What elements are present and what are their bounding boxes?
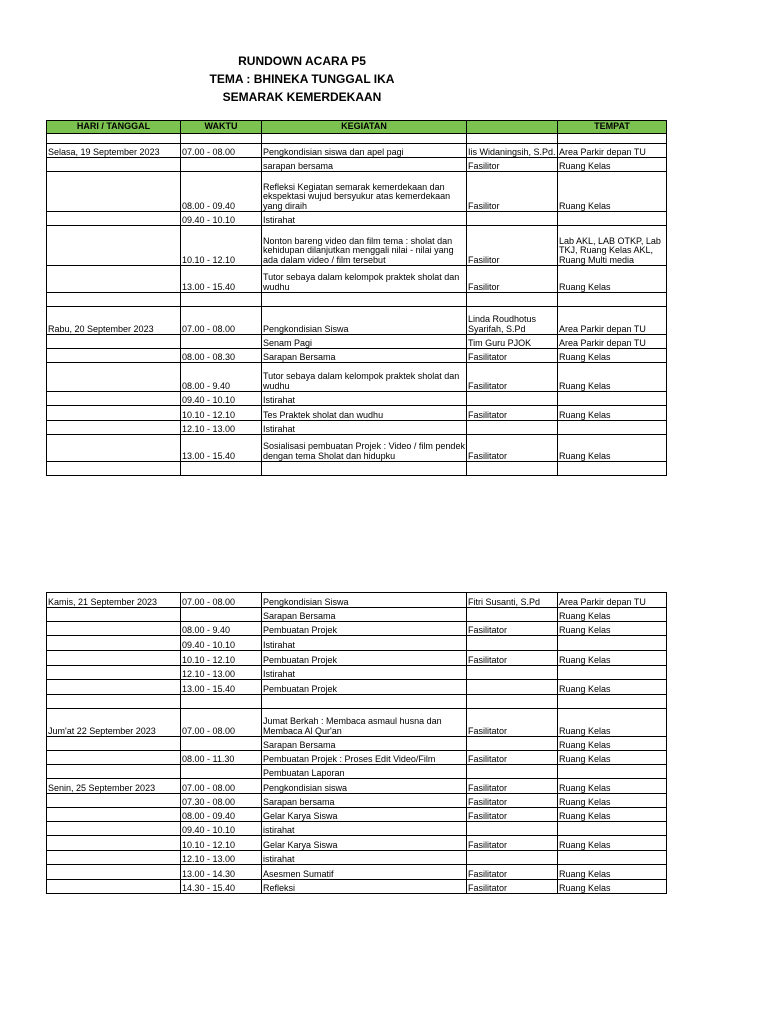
cell-penanggung-jawab <box>467 462 558 476</box>
cell-kegiatan <box>262 134 467 144</box>
cell-hari-tanggal <box>47 435 181 462</box>
header-hari-tanggal: HARI / TANGGAL <box>47 121 181 134</box>
table-row <box>47 349 667 363</box>
cell-tempat <box>558 765 667 779</box>
cell-tempat <box>558 462 667 476</box>
table-row <box>47 212 667 226</box>
cell-penanggung-jawab: Fasilitator <box>467 709 558 737</box>
cell-kegiatan: Pembuatan Projek : Proses Edit Video/Film <box>262 751 467 765</box>
cell-waktu <box>181 134 262 144</box>
cell-penanggung-jawab <box>467 421 558 435</box>
table-row <box>47 680 667 695</box>
cell-penanggung-jawab: Fitri Susanti, S.Pd <box>467 593 558 608</box>
title-line-2: TEMA : BHINEKA TUNGGAL IKA <box>209 72 395 86</box>
header-kegiatan: KEGIATAN <box>262 121 467 134</box>
cell-kegiatan: Pengkondisian siswa <box>262 779 467 794</box>
cell-kegiatan: Sarapan Bersama <box>262 737 467 751</box>
cell-hari-tanggal: Kamis, 21 September 2023 <box>47 593 181 608</box>
cell-tempat: Ruang Kelas <box>558 158 667 172</box>
cell-kegiatan: Pengkondisian siswa dan apel pagi <box>262 144 467 158</box>
schedule-table-1 <box>46 120 667 476</box>
cell-hari-tanggal <box>47 651 181 666</box>
cell-waktu: 07.00 - 08.00 <box>181 593 262 608</box>
cell-kegiatan: Sosialisasi pembuatan Projek : Video / film pendek dengan tema Sholat dan hidupku <box>262 435 467 462</box>
cell-hari-tanggal <box>47 622 181 636</box>
table-row <box>47 392 667 406</box>
table-row <box>47 636 667 651</box>
table-row <box>47 880 667 894</box>
cell-waktu: 08.00 - 08.30 <box>181 349 262 363</box>
table-row <box>47 808 667 822</box>
cell-hari-tanggal <box>47 392 181 406</box>
cell-penanggung-jawab: Fasilitator <box>467 651 558 666</box>
cell-waktu: 12.10 - 13.00 <box>181 666 262 680</box>
cell-hari-tanggal <box>47 695 181 709</box>
cell-hari-tanggal <box>47 363 181 392</box>
cell-tempat: Ruang Kelas <box>558 172 667 212</box>
cell-tempat <box>558 666 667 680</box>
table-row <box>47 226 667 266</box>
schedule-table-2 <box>46 592 667 894</box>
cell-kegiatan: Refleksi Kegiatan semarak kemerdekaan dan ekspektasi wujud bersyukur atas kemerdekaan yang diraih <box>262 172 467 212</box>
cell-tempat <box>558 392 667 406</box>
cell-kegiatan: Tes Praktek sholat dan wudhu <box>262 406 467 421</box>
table-row <box>47 363 667 392</box>
cell-kegiatan: Sarapan bersama <box>262 794 467 808</box>
cell-hari-tanggal: Selasa, 19 September 2023 <box>47 144 181 158</box>
cell-kegiatan: Istirahat <box>262 666 467 680</box>
cell-kegiatan: Gelar Karya Siswa <box>262 836 467 851</box>
cell-penanggung-jawab: Fasilitor <box>467 266 558 293</box>
cell-waktu <box>181 335 262 349</box>
cell-tempat: Ruang Kelas <box>558 709 667 737</box>
cell-waktu: 10.10 - 12.10 <box>181 651 262 666</box>
cell-hari-tanggal: Rabu, 20 September 2023 <box>47 307 181 335</box>
cell-waktu: 13.00 - 14.30 <box>181 865 262 880</box>
cell-hari-tanggal <box>47 865 181 880</box>
table-row <box>47 421 667 435</box>
cell-hari-tanggal <box>47 737 181 751</box>
cell-waktu <box>181 737 262 751</box>
cell-tempat: Ruang Kelas <box>558 779 667 794</box>
cell-hari-tanggal <box>47 680 181 695</box>
cell-hari-tanggal <box>47 666 181 680</box>
cell-kegiatan: Asesmen Sumatif <box>262 865 467 880</box>
table-row <box>47 695 667 709</box>
cell-waktu: 07.00 - 08.00 <box>181 709 262 737</box>
cell-kegiatan: Pembuatan Projek <box>262 622 467 636</box>
cell-hari-tanggal <box>47 421 181 435</box>
cell-tempat: Ruang Kelas <box>558 680 667 695</box>
cell-tempat: Ruang Kelas <box>558 651 667 666</box>
title-line-1: RUNDOWN ACARA P5 <box>238 54 366 68</box>
cell-waktu: 13.00 - 15.40 <box>181 680 262 695</box>
cell-hari-tanggal: Jum'at 22 September 2023 <box>47 709 181 737</box>
cell-hari-tanggal <box>47 880 181 894</box>
cell-penanggung-jawab <box>467 293 558 307</box>
cell-waktu: 07.00 - 08.00 <box>181 307 262 335</box>
cell-tempat: Ruang Kelas <box>558 751 667 765</box>
cell-tempat: Area Parkir depan TU <box>558 593 667 608</box>
cell-tempat: Ruang Kelas <box>558 865 667 880</box>
cell-waktu: 07.00 - 08.00 <box>181 144 262 158</box>
cell-kegiatan: sarapan bersama <box>262 158 467 172</box>
cell-penanggung-jawab: Fasilitor <box>467 172 558 212</box>
cell-hari-tanggal <box>47 293 181 307</box>
table-row <box>47 851 667 865</box>
table-row <box>47 307 667 335</box>
cell-hari-tanggal <box>47 226 181 266</box>
cell-tempat <box>558 134 667 144</box>
cell-kegiatan: Gelar Karya Siswa <box>262 808 467 822</box>
cell-penanggung-jawab <box>467 666 558 680</box>
cell-hari-tanggal <box>47 851 181 865</box>
cell-tempat <box>558 293 667 307</box>
cell-penanggung-jawab: Fasilitator <box>467 808 558 822</box>
cell-hari-tanggal <box>47 765 181 779</box>
table-row <box>47 593 667 608</box>
cell-tempat: Area Parkir depan TU <box>558 144 667 158</box>
cell-penanggung-jawab: Fasilitator <box>467 880 558 894</box>
document-title <box>46 52 558 106</box>
table-row <box>47 406 667 421</box>
cell-penanggung-jawab <box>467 851 558 865</box>
cell-waktu: 09.40 - 10.10 <box>181 636 262 651</box>
cell-tempat: Area Parkir depan TU <box>558 335 667 349</box>
cell-hari-tanggal <box>47 822 181 836</box>
cell-kegiatan <box>262 293 467 307</box>
cell-tempat <box>558 822 667 836</box>
table-row <box>47 865 667 880</box>
cell-waktu <box>181 462 262 476</box>
cell-hari-tanggal <box>47 836 181 851</box>
cell-penanggung-jawab: Fasilitator <box>467 865 558 880</box>
cell-kegiatan <box>262 695 467 709</box>
cell-penanggung-jawab: Fasilitator <box>467 435 558 462</box>
cell-waktu <box>181 765 262 779</box>
cell-tempat: Ruang Kelas <box>558 622 667 636</box>
cell-penanggung-jawab: Fasilitator <box>467 779 558 794</box>
cell-hari-tanggal <box>47 608 181 622</box>
table-row <box>47 435 667 462</box>
cell-penanggung-jawab <box>467 212 558 226</box>
cell-penanggung-jawab: Fasilitator <box>467 406 558 421</box>
cell-tempat: Ruang Kelas <box>558 349 667 363</box>
cell-penanggung-jawab: Fasilitator <box>467 794 558 808</box>
table-row <box>47 651 667 666</box>
cell-penanggung-jawab <box>467 680 558 695</box>
cell-penanggung-jawab: Fasilitator <box>467 751 558 765</box>
cell-penanggung-jawab: Fasilitator <box>467 622 558 636</box>
table-row <box>47 293 667 307</box>
cell-penanggung-jawab <box>467 608 558 622</box>
cell-penanggung-jawab: Linda Roudhotus Syarifah, S.Pd <box>467 307 558 335</box>
table-row <box>47 822 667 836</box>
cell-hari-tanggal <box>47 462 181 476</box>
cell-tempat: Ruang Kelas <box>558 435 667 462</box>
cell-penanggung-jawab <box>467 134 558 144</box>
cell-hari-tanggal <box>47 134 181 144</box>
table-row <box>47 608 667 622</box>
cell-hari-tanggal <box>47 158 181 172</box>
cell-penanggung-jawab: Iis Widaningsih, S.Pd. <box>467 144 558 158</box>
cell-kegiatan: istirahat <box>262 822 467 836</box>
cell-waktu: 12.10 - 13.00 <box>181 421 262 435</box>
cell-kegiatan: Pembuatan Projek <box>262 651 467 666</box>
table-row <box>47 172 667 212</box>
cell-waktu: 09.40 - 10.10 <box>181 822 262 836</box>
cell-tempat <box>558 851 667 865</box>
cell-waktu: 08.00 - 11.30 <box>181 751 262 765</box>
cell-kegiatan: Pembuatan Laporan <box>262 765 467 779</box>
cell-hari-tanggal <box>47 751 181 765</box>
cell-kegiatan: Nonton bareng video dan film tema : sholat dan kehidupan dilanjutkan menggali nilai - nilai yang ada dalam video / film tersebut <box>262 226 467 266</box>
cell-waktu: 09.40 - 10.10 <box>181 212 262 226</box>
cell-waktu: 13.00 - 15.40 <box>181 435 262 462</box>
cell-hari-tanggal <box>47 349 181 363</box>
cell-penanggung-jawab: Tim Guru PJOK <box>467 335 558 349</box>
cell-tempat: Ruang Kelas <box>558 363 667 392</box>
cell-waktu <box>181 695 262 709</box>
cell-tempat: Ruang Kelas <box>558 836 667 851</box>
cell-kegiatan: Istirahat <box>262 212 467 226</box>
cell-penanggung-jawab: Fasilitor <box>467 226 558 266</box>
table-row <box>47 737 667 751</box>
cell-hari-tanggal <box>47 172 181 212</box>
cell-waktu <box>181 293 262 307</box>
cell-waktu: 12.10 - 13.00 <box>181 851 262 865</box>
cell-penanggung-jawab <box>467 695 558 709</box>
cell-waktu: 10.10 - 12.10 <box>181 406 262 421</box>
cell-waktu: 14.30 - 15.40 <box>181 880 262 894</box>
cell-tempat <box>558 695 667 709</box>
header-penanggung-jawab <box>467 121 558 134</box>
cell-kegiatan: Tutor sebaya dalam kelompok praktek sholat dan wudhu <box>262 363 467 392</box>
cell-waktu <box>181 608 262 622</box>
cell-kegiatan: Refleksi <box>262 880 467 894</box>
cell-penanggung-jawab <box>467 636 558 651</box>
cell-penanggung-jawab <box>467 765 558 779</box>
cell-penanggung-jawab <box>467 822 558 836</box>
cell-tempat: Ruang Kelas <box>558 808 667 822</box>
table-row <box>47 144 667 158</box>
cell-kegiatan: Istirahat <box>262 636 467 651</box>
cell-hari-tanggal <box>47 266 181 293</box>
cell-tempat: Ruang Kelas <box>558 406 667 421</box>
cell-kegiatan: Jumat Berkah : Membaca asmaul husna dan Membaca Al Qur'an <box>262 709 467 737</box>
cell-hari-tanggal <box>47 808 181 822</box>
cell-waktu: 08.00 - 09.40 <box>181 808 262 822</box>
cell-waktu: 08.00 - 9.40 <box>181 363 262 392</box>
cell-kegiatan: Pengkondisian Siswa <box>262 307 467 335</box>
cell-hari-tanggal <box>47 636 181 651</box>
table-row <box>47 779 667 794</box>
cell-waktu: 13.00 - 15.40 <box>181 266 262 293</box>
cell-penanggung-jawab: Fasilitator <box>467 349 558 363</box>
cell-waktu: 09.40 - 10.10 <box>181 392 262 406</box>
cell-waktu <box>181 158 262 172</box>
cell-waktu: 10.10 - 12.10 <box>181 226 262 266</box>
table-row <box>47 266 667 293</box>
cell-waktu: 07.00 - 08.00 <box>181 779 262 794</box>
table-row <box>47 666 667 680</box>
cell-tempat: Ruang Kelas <box>558 266 667 293</box>
cell-hari-tanggal <box>47 212 181 226</box>
cell-kegiatan <box>262 462 467 476</box>
cell-kegiatan: Tutor sebaya dalam kelompok praktek sholat dan wudhu <box>262 266 467 293</box>
table-header-row <box>47 121 667 134</box>
cell-hari-tanggal <box>47 406 181 421</box>
cell-tempat: Lab AKL, LAB OTKP, Lab TKJ, Ruang Kelas AKL, Ruang Multi media <box>558 226 667 266</box>
cell-kegiatan: Pembuatan Projek <box>262 680 467 695</box>
cell-penanggung-jawab <box>467 737 558 751</box>
cell-waktu: 10.10 - 12.10 <box>181 836 262 851</box>
cell-waktu: 07.30 - 08.00 <box>181 794 262 808</box>
cell-hari-tanggal: Senin, 25 September 2023 <box>47 779 181 794</box>
table-row <box>47 134 667 144</box>
table-row <box>47 794 667 808</box>
cell-tempat <box>558 212 667 226</box>
cell-waktu: 08.00 - 9.40 <box>181 622 262 636</box>
cell-kegiatan: Istirahat <box>262 392 467 406</box>
cell-tempat: Area Parkir depan TU <box>558 307 667 335</box>
cell-hari-tanggal <box>47 335 181 349</box>
cell-penanggung-jawab: Fasilitor <box>467 158 558 172</box>
cell-kegiatan: Istirahat <box>262 421 467 435</box>
cell-tempat: Ruang Kelas <box>558 608 667 622</box>
table-row <box>47 709 667 737</box>
cell-tempat: Ruang Kelas <box>558 737 667 751</box>
header-tempat: TEMPAT <box>558 121 667 134</box>
cell-kegiatan: Sarapan Bersama <box>262 349 467 363</box>
cell-tempat: Ruang Kelas <box>558 880 667 894</box>
cell-kegiatan: Senam Pagi <box>262 335 467 349</box>
cell-kegiatan: istirahat <box>262 851 467 865</box>
cell-penanggung-jawab: Fasilitator <box>467 836 558 851</box>
table-row <box>47 765 667 779</box>
cell-tempat <box>558 421 667 435</box>
table-row <box>47 462 667 476</box>
table-row <box>47 622 667 636</box>
cell-hari-tanggal <box>47 794 181 808</box>
cell-waktu: 08.00 - 09.40 <box>181 172 262 212</box>
table-row <box>47 751 667 765</box>
cell-kegiatan: Sarapan Bersama <box>262 608 467 622</box>
table-row <box>47 836 667 851</box>
table-row <box>47 335 667 349</box>
cell-kegiatan: Pengkondisian Siswa <box>262 593 467 608</box>
cell-tempat: Ruang Kelas <box>558 794 667 808</box>
cell-penanggung-jawab: Fasilitator <box>467 363 558 392</box>
title-line-3: SEMARAK KEMERDEKAAN <box>222 90 382 104</box>
cell-tempat <box>558 636 667 651</box>
header-waktu: WAKTU <box>181 121 262 134</box>
table-row <box>47 158 667 172</box>
cell-penanggung-jawab <box>467 392 558 406</box>
